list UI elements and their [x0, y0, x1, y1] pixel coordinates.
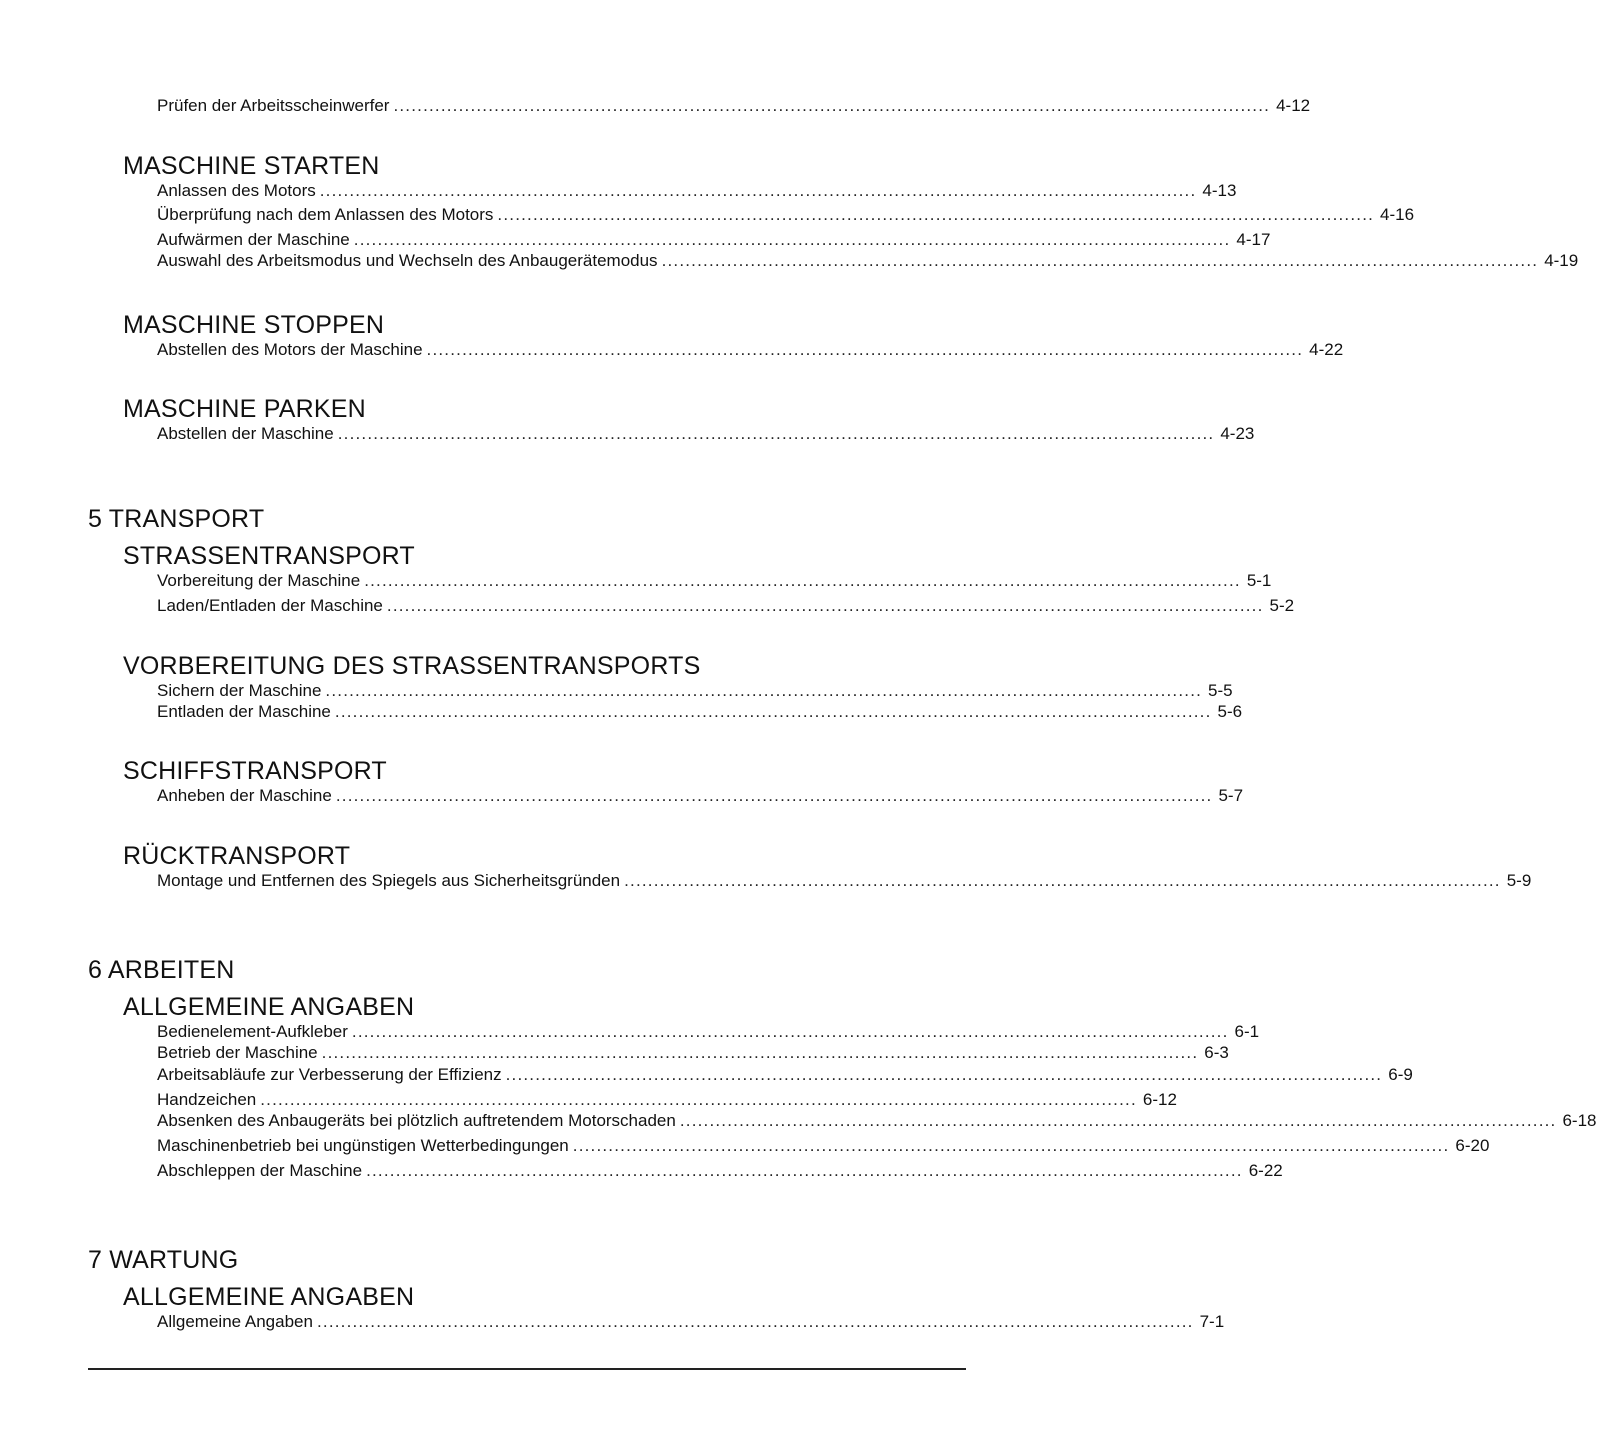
- toc-entry-page: 5-1: [1246, 571, 1272, 590]
- toc-entry-page: 7-1: [1199, 1312, 1225, 1331]
- toc-entry-label: Handzeichen: [157, 1090, 257, 1109]
- toc-entry-label: Laden/Entladen der Maschine: [157, 596, 383, 615]
- toc-entry[interactable]: [157, 594, 1295, 618]
- toc-entry-page: 5-2: [1269, 596, 1295, 615]
- footer-divider: [88, 1368, 966, 1370]
- toc-entry-page: 5-5: [1208, 681, 1233, 700]
- dot-leader: ....................................................................................................................................................: [386, 596, 1264, 615]
- toc-entry[interactable]: [157, 700, 1243, 724]
- dot-leader: ....................................................................................................................................................: [393, 96, 1271, 115]
- toc-entry[interactable]: [157, 869, 1532, 893]
- toc-entry-page: 6-3: [1204, 1043, 1229, 1062]
- toc-entry-page: 6-9: [1388, 1065, 1413, 1084]
- dot-leader: ....................................................................................................................................................: [319, 181, 1197, 200]
- section-heading[interactable]: MASCHINE STOPPEN: [123, 311, 385, 339]
- toc-entry-label: Auswahl des Arbeitsmodus und Wechseln des Anbaugerätemodus: [157, 251, 658, 270]
- toc-entry[interactable]: [157, 203, 1415, 227]
- toc-entry-label: Entladen der Maschine: [157, 702, 331, 721]
- section-heading[interactable]: SCHIFFSTRANSPORT: [123, 757, 387, 785]
- dot-leader: ....................................................................................................................................................: [353, 230, 1231, 249]
- toc-entry[interactable]: [157, 94, 1311, 118]
- toc-entry[interactable]: [157, 1109, 1597, 1133]
- toc-entry-page: 4-19: [1544, 251, 1579, 270]
- chapter-heading[interactable]: 6 ARBEITEN: [88, 956, 235, 984]
- toc-entry-label: Maschinenbetrieb bei ungünstigen Wetterbedingungen: [157, 1136, 569, 1155]
- toc-entry[interactable]: [157, 784, 1244, 808]
- toc-entry[interactable]: [157, 249, 1579, 273]
- toc-entry-page: 4-12: [1276, 96, 1311, 115]
- toc-entry-page: 6-1: [1234, 1022, 1260, 1041]
- dot-leader: ....................................................................................................................................................: [366, 1161, 1243, 1180]
- dot-leader: ....................................................................................................................................................: [661, 251, 1539, 270]
- chapter-heading[interactable]: 7 WARTUNG: [88, 1246, 239, 1274]
- toc-entry-page: 5-9: [1506, 871, 1532, 890]
- section-heading[interactable]: VORBEREITUNG DES STRASSENTRANSPORTS: [123, 652, 701, 680]
- toc-entry[interactable]: [157, 338, 1344, 362]
- toc-entry-label: Vorbereitung der Maschine: [157, 571, 361, 590]
- section-heading[interactable]: STRASSENTRANSPORT: [123, 542, 415, 570]
- dot-leader: ....................................................................................................................................................: [316, 1312, 1194, 1331]
- dot-leader: ....................................................................................................................................................: [335, 786, 1213, 805]
- toc-entry[interactable]: [157, 1041, 1229, 1065]
- toc-entry-label: Sichern der Maschine: [157, 681, 322, 700]
- toc-entry-label: Aufwärmen der Maschine: [157, 230, 350, 249]
- toc-entry-label: Betrieb der Maschine: [157, 1043, 318, 1062]
- toc-entry-page: 6-18: [1562, 1111, 1597, 1130]
- toc-entry-page: 6-20: [1455, 1136, 1490, 1155]
- dot-leader: ....................................................................................................................................................: [572, 1136, 1450, 1155]
- toc-entry-label: Überprüfung nach dem Anlassen des Motors: [157, 205, 494, 224]
- toc-entry-label: Anheben der Maschine: [157, 786, 332, 805]
- section-heading[interactable]: RÜCKTRANSPORT: [123, 842, 351, 870]
- toc-entry-label: Montage und Entfernen des Spiegels aus Sicherheitsgründen: [157, 871, 621, 890]
- toc-entry-page: 4-23: [1220, 424, 1255, 443]
- section-heading[interactable]: MASCHINE STARTEN: [123, 152, 380, 180]
- toc-entry-label: Abstellen der Maschine: [157, 424, 334, 443]
- toc-entry-page: 5-7: [1218, 786, 1244, 805]
- toc-entry-label: Abstellen des Motors der Maschine: [157, 340, 423, 359]
- toc-entry[interactable]: [157, 1063, 1413, 1087]
- dot-leader: ....................................................................................................................................................: [624, 871, 1501, 890]
- toc-entry-page: 5-6: [1217, 702, 1243, 721]
- toc-entry-label: Arbeitsabläufe zur Verbesserung der Effizienz: [157, 1065, 502, 1084]
- toc-entry-label: Anlassen des Motors: [157, 181, 316, 200]
- toc-entry[interactable]: [157, 1310, 1225, 1334]
- dot-leader: ....................................................................................................................................................: [679, 1111, 1557, 1130]
- dot-leader: ....................................................................................................................................................: [334, 702, 1212, 721]
- chapter-heading[interactable]: 5 TRANSPORT: [88, 505, 265, 533]
- dot-leader: ....................................................................................................................................................: [351, 1022, 1229, 1041]
- dot-leader: ....................................................................................................................................................: [497, 205, 1375, 224]
- dot-leader: ....................................................................................................................................................: [426, 340, 1304, 359]
- toc-entry-label: Prüfen der Arbeitsscheinwerfer: [157, 96, 390, 115]
- toc-entry-label: Abschleppen der Maschine: [157, 1161, 363, 1180]
- dot-leader: ....................................................................................................................................................: [364, 571, 1241, 590]
- toc-entry-page: 4-17: [1236, 230, 1271, 249]
- toc-entry-page: 4-22: [1309, 340, 1344, 359]
- toc-entry-page: 4-13: [1202, 181, 1237, 200]
- toc-entry-page: 6-22: [1248, 1161, 1283, 1180]
- dot-leader: ....................................................................................................................................................: [260, 1090, 1137, 1109]
- toc-entry[interactable]: [157, 179, 1237, 203]
- toc-entry-label: Allgemeine Angaben: [157, 1312, 313, 1331]
- dot-leader: ....................................................................................................................................................: [505, 1065, 1383, 1084]
- dot-leader: ....................................................................................................................................................: [337, 424, 1215, 443]
- toc-entry[interactable]: [157, 422, 1255, 446]
- section-heading[interactable]: ALLGEMEINE ANGABEN: [123, 993, 415, 1021]
- toc-entry[interactable]: [157, 569, 1272, 593]
- toc-entry[interactable]: [157, 1134, 1490, 1158]
- toc-entry-label: Absenken des Anbaugeräts bei plötzlich auftretendem Motorschaden: [157, 1111, 676, 1130]
- section-heading[interactable]: ALLGEMEINE ANGABEN: [123, 1283, 415, 1311]
- section-heading[interactable]: MASCHINE PARKEN: [123, 395, 366, 423]
- toc-entry-page: 6-12: [1142, 1090, 1177, 1109]
- toc-entry-label: Bedienelement-Aufkleber: [157, 1022, 348, 1041]
- toc-entry[interactable]: [157, 1159, 1283, 1183]
- toc-entry-page: 4-16: [1380, 205, 1415, 224]
- dot-leader: ....................................................................................................................................................: [325, 681, 1203, 700]
- dot-leader: ....................................................................................................................................................: [321, 1043, 1199, 1062]
